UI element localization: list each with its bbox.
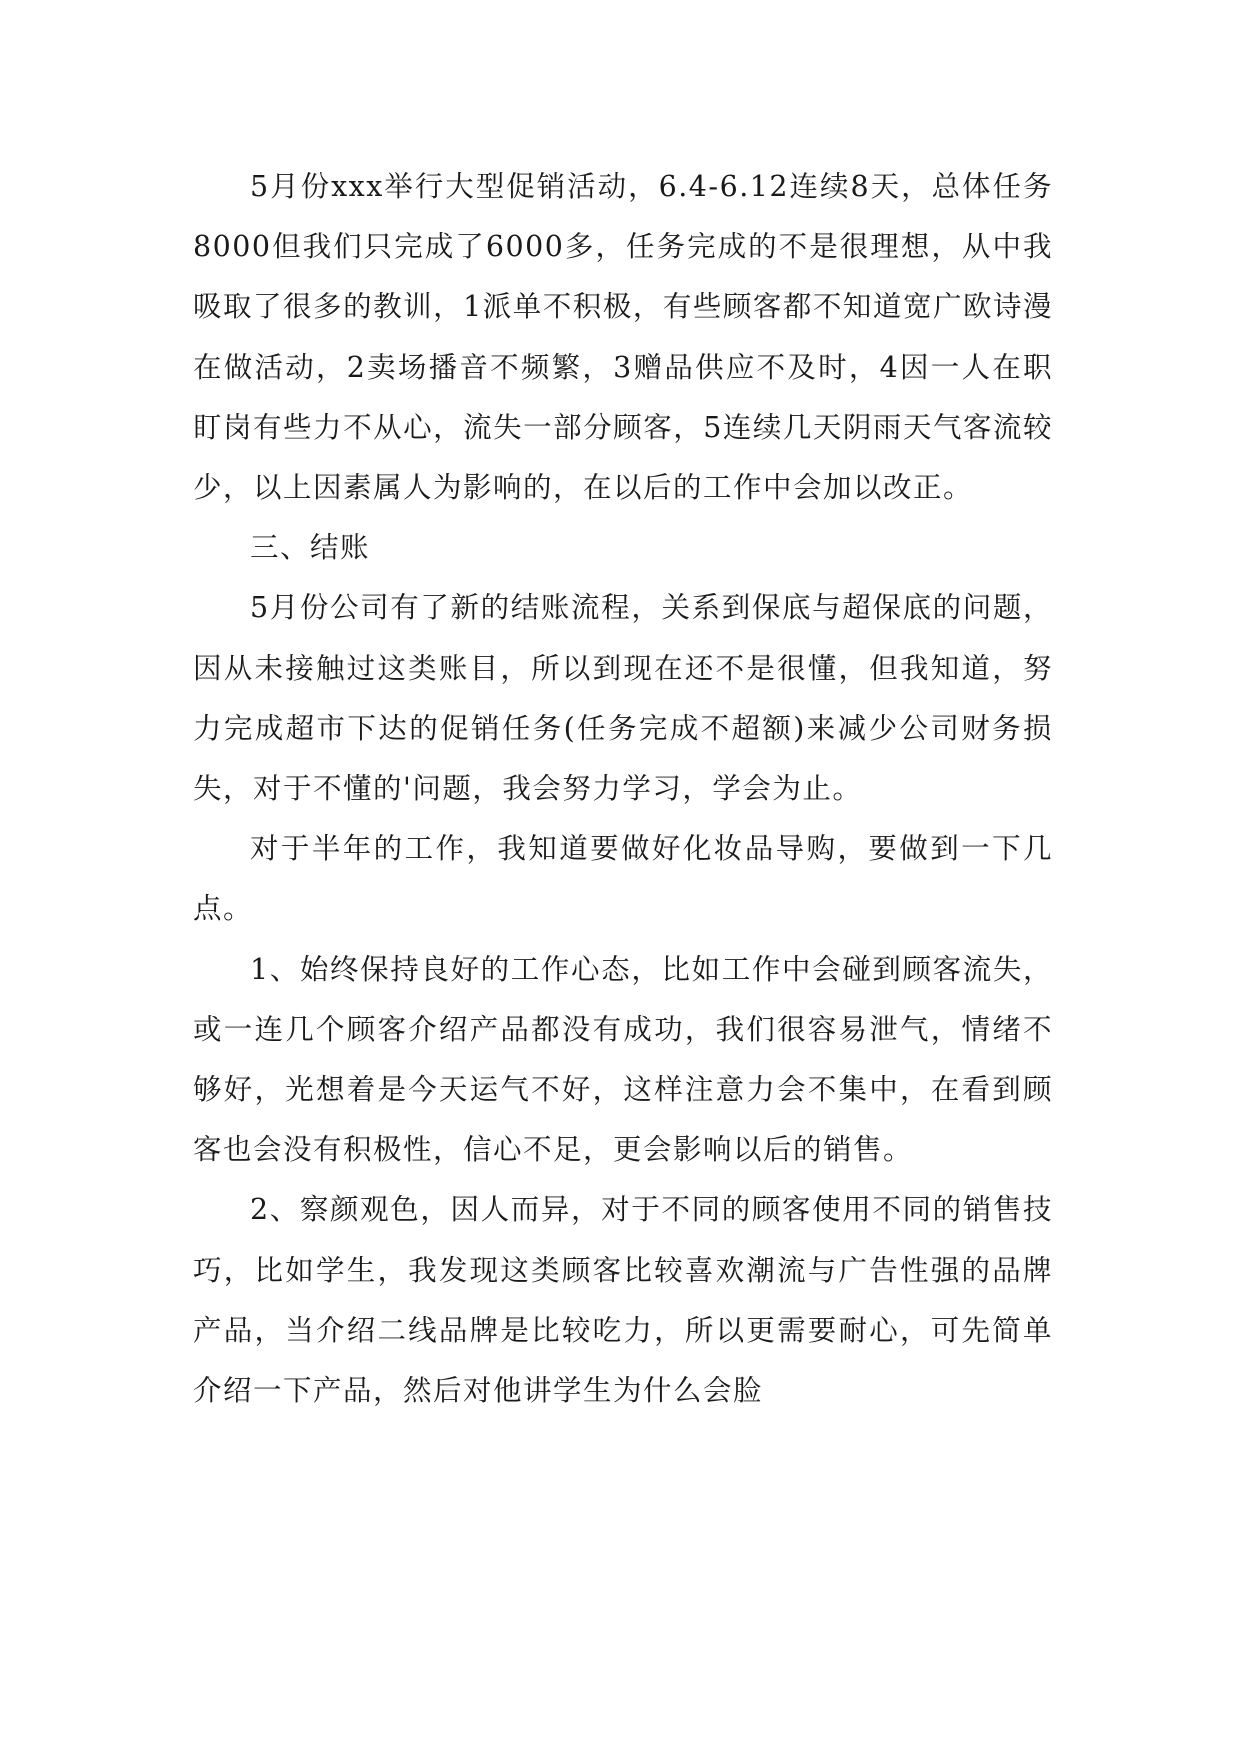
paragraph-promotion-summary: 5月份xxx举行大型促销活动，6.4-6.12连续8天，总体任务8000但我们只完成了6000多，任务完成的不是很理想，从中我吸取了很多的教训，1派单不积极，有些顾客都不知道宽广欧诗漫在做活动，2卖场播音不频繁，3赠品供应不及时，4因一人在职盯岗有些力不从心，流失一部分顾客，5连续几天阴雨天气客流较少，以上因素属人为影响的，在以后的工作中会加以改正。 — [193, 170, 1053, 505]
paragraph-half-year-work: 对于半年的工作，我知道要做好化妆品导购，要做到一下几点。 — [193, 832, 1053, 926]
section-heading-checkout: 三、结账 — [250, 531, 371, 565]
document-body — [193, 157, 1053, 1421]
paragraph-point-2-observation: 2、察颜观色，因人而异，对于不同的顾客使用不同的销售技巧，比如学生，我发现这类顾客比较喜欢潮流与广告性强的品牌产品，当介绍二线品牌是比较吃力，所以更需要耐心，可先简单介绍一下产品，然后对他讲学生为什么会脸 — [193, 1193, 1053, 1408]
paragraph-checkout-process: 5月份公司有了新的结账流程，关系到保底与超保底的问题，因从未接触过这类账目，所以到现在还不是很懂，但我知道，努力完成超市下达的促销任务(任务完成不超额)来减少公司财务损失，对于不懂的'问题，我会努力学习，学会为止。 — [193, 591, 1053, 806]
paragraph-point-1-attitude: 1、始终保持良好的工作心态，比如工作中会碰到顾客流失，或一连几个顾客介绍产品都没有成功，我们很容易泄气，情绪不够好，光想着是今天运气不好，这样注意力会不集中，在看到顾客也会没有积极性，信心不足，更会影响以后的销售。 — [193, 952, 1053, 1167]
